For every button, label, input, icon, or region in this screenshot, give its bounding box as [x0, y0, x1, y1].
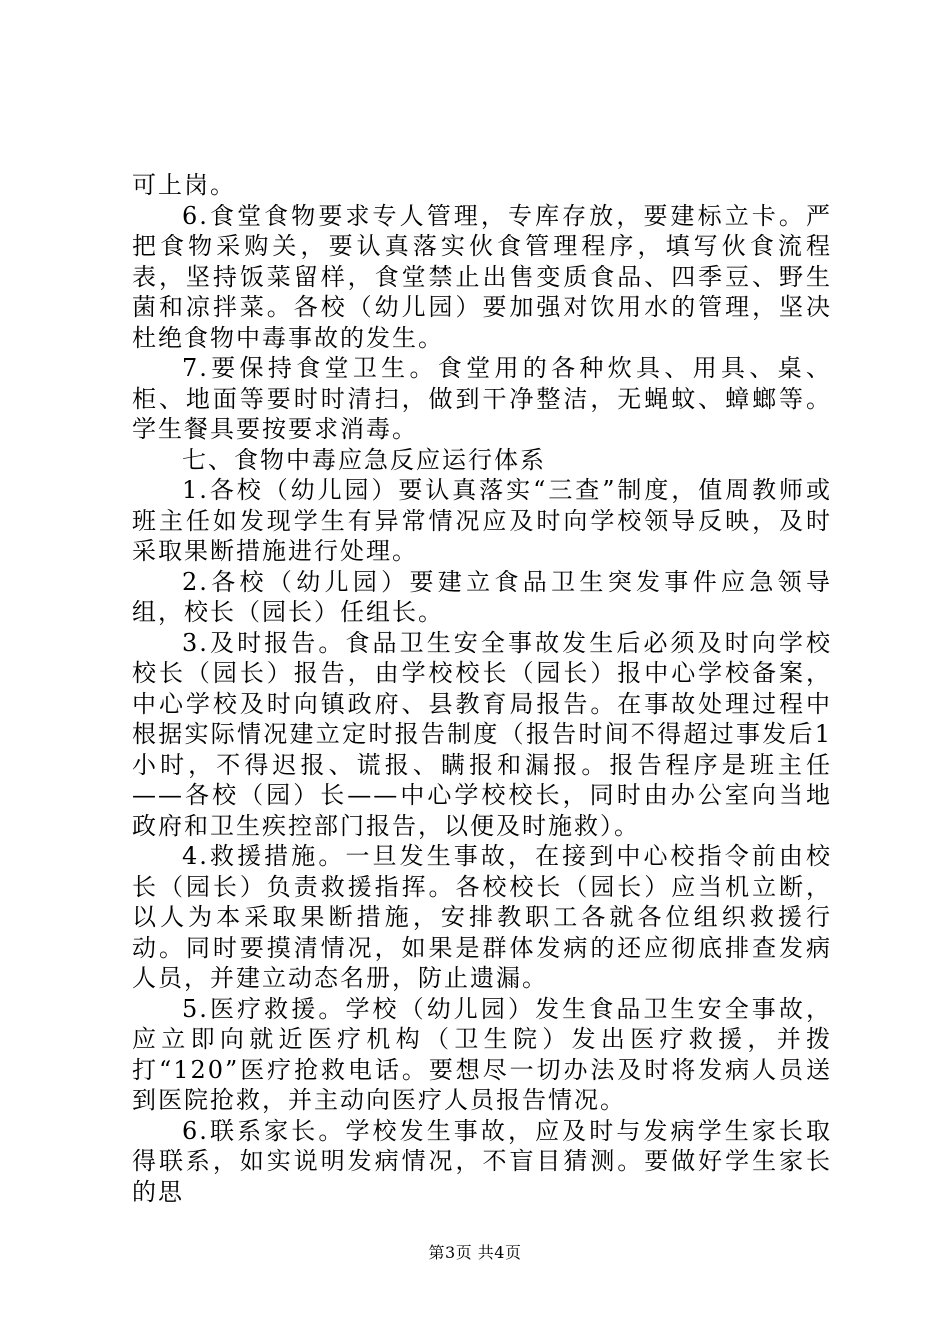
paragraph-item-3-timely-report: 3.及时报告。食品卫生安全事故发生后必须及时向学校校长（园长）报告，由学校校长（园长）报中心学校备案，中心学校及时向镇政府、县教育局报告。在事故处理过程中根据实际情况建立定时报告制度（报告时间不得超过事发后1小时，不得迟报、谎报、瞒报和漏报。报告程序是班主任——各校（园）长——中心学校校长，同时由办公室向当地政府和卫生疾控部门报告，以便及时施救）。 [132, 628, 832, 840]
paragraph-item-6-contact-parents: 6.联系家长。学校发生事故，应及时与发病学生家长取得联系，如实说明发病情况，不盲目猜测。要做好学生家长的思 [132, 1116, 832, 1206]
paragraph-item-5-medical-rescue: 5.医疗救援。学校（幼儿园）发生食品卫生安全事故，应立即向就近医疗机构（卫生院）发出医疗救援，并拨打“120”医疗抢救电话。要想尽一切办法及时将发病人员送到医院抢救，并主动向医疗人员报告情况。 [132, 994, 832, 1114]
paragraph-item-4-rescue-measures: 4.救援措施。一旦发生事故，在接到中心校指令前由校长（园长）负责救援指挥。各校校长（园长）应当机立断，以人为本采取果断措施，安排教职工各就各位组织救援行动。同时要摸清情况，如果是群体发病的还应彻底排查发病人员，并建立动态名册，防止遗漏。 [132, 842, 832, 992]
page-number-footer: 第3页 共4页 [428, 1243, 522, 1262]
paragraph-continuation: 可上岗。 [132, 171, 236, 199]
paragraph-item-1-three-checks: 1.各校（幼儿园）要认真落实“三查”制度，值周教师或班主任如发现学生有异常情况应及时向学校领导反映，及时采取果断措施进行处理。 [132, 476, 832, 565]
paragraph-item-2-leadership-group: 2.各校（幼儿园）要建立食品卫生突发事件应急领导组，校长（园长）任组长。 [132, 567, 832, 626]
page-body [132, 170, 832, 1207]
paragraph-item-6-food-management: 6.食堂食物要求专人管理，专库存放，要建标立卡。严把食物采购关，要认真落实伙食管理程序，填写伙食流程表，坚持饭菜留样，食堂禁止出售变质食品、四季豆、野生菌和凉拌菜。各校（幼儿园）要加强对饮用水的管理，坚决杜绝食物中毒事故的发生。 [132, 201, 832, 352]
paragraph-item-7-canteen-hygiene: 7.要保持食堂卫生。食堂用的各种炊具、用具、桌、柜、地面等要时时清扫，做到干净整洁，无蝇蚊、蟑螂等。学生餐具要按要求消毒。 [132, 354, 832, 443]
section-heading-emergency-system: 七、食物中毒应急反应运行体系 [182, 445, 546, 474]
